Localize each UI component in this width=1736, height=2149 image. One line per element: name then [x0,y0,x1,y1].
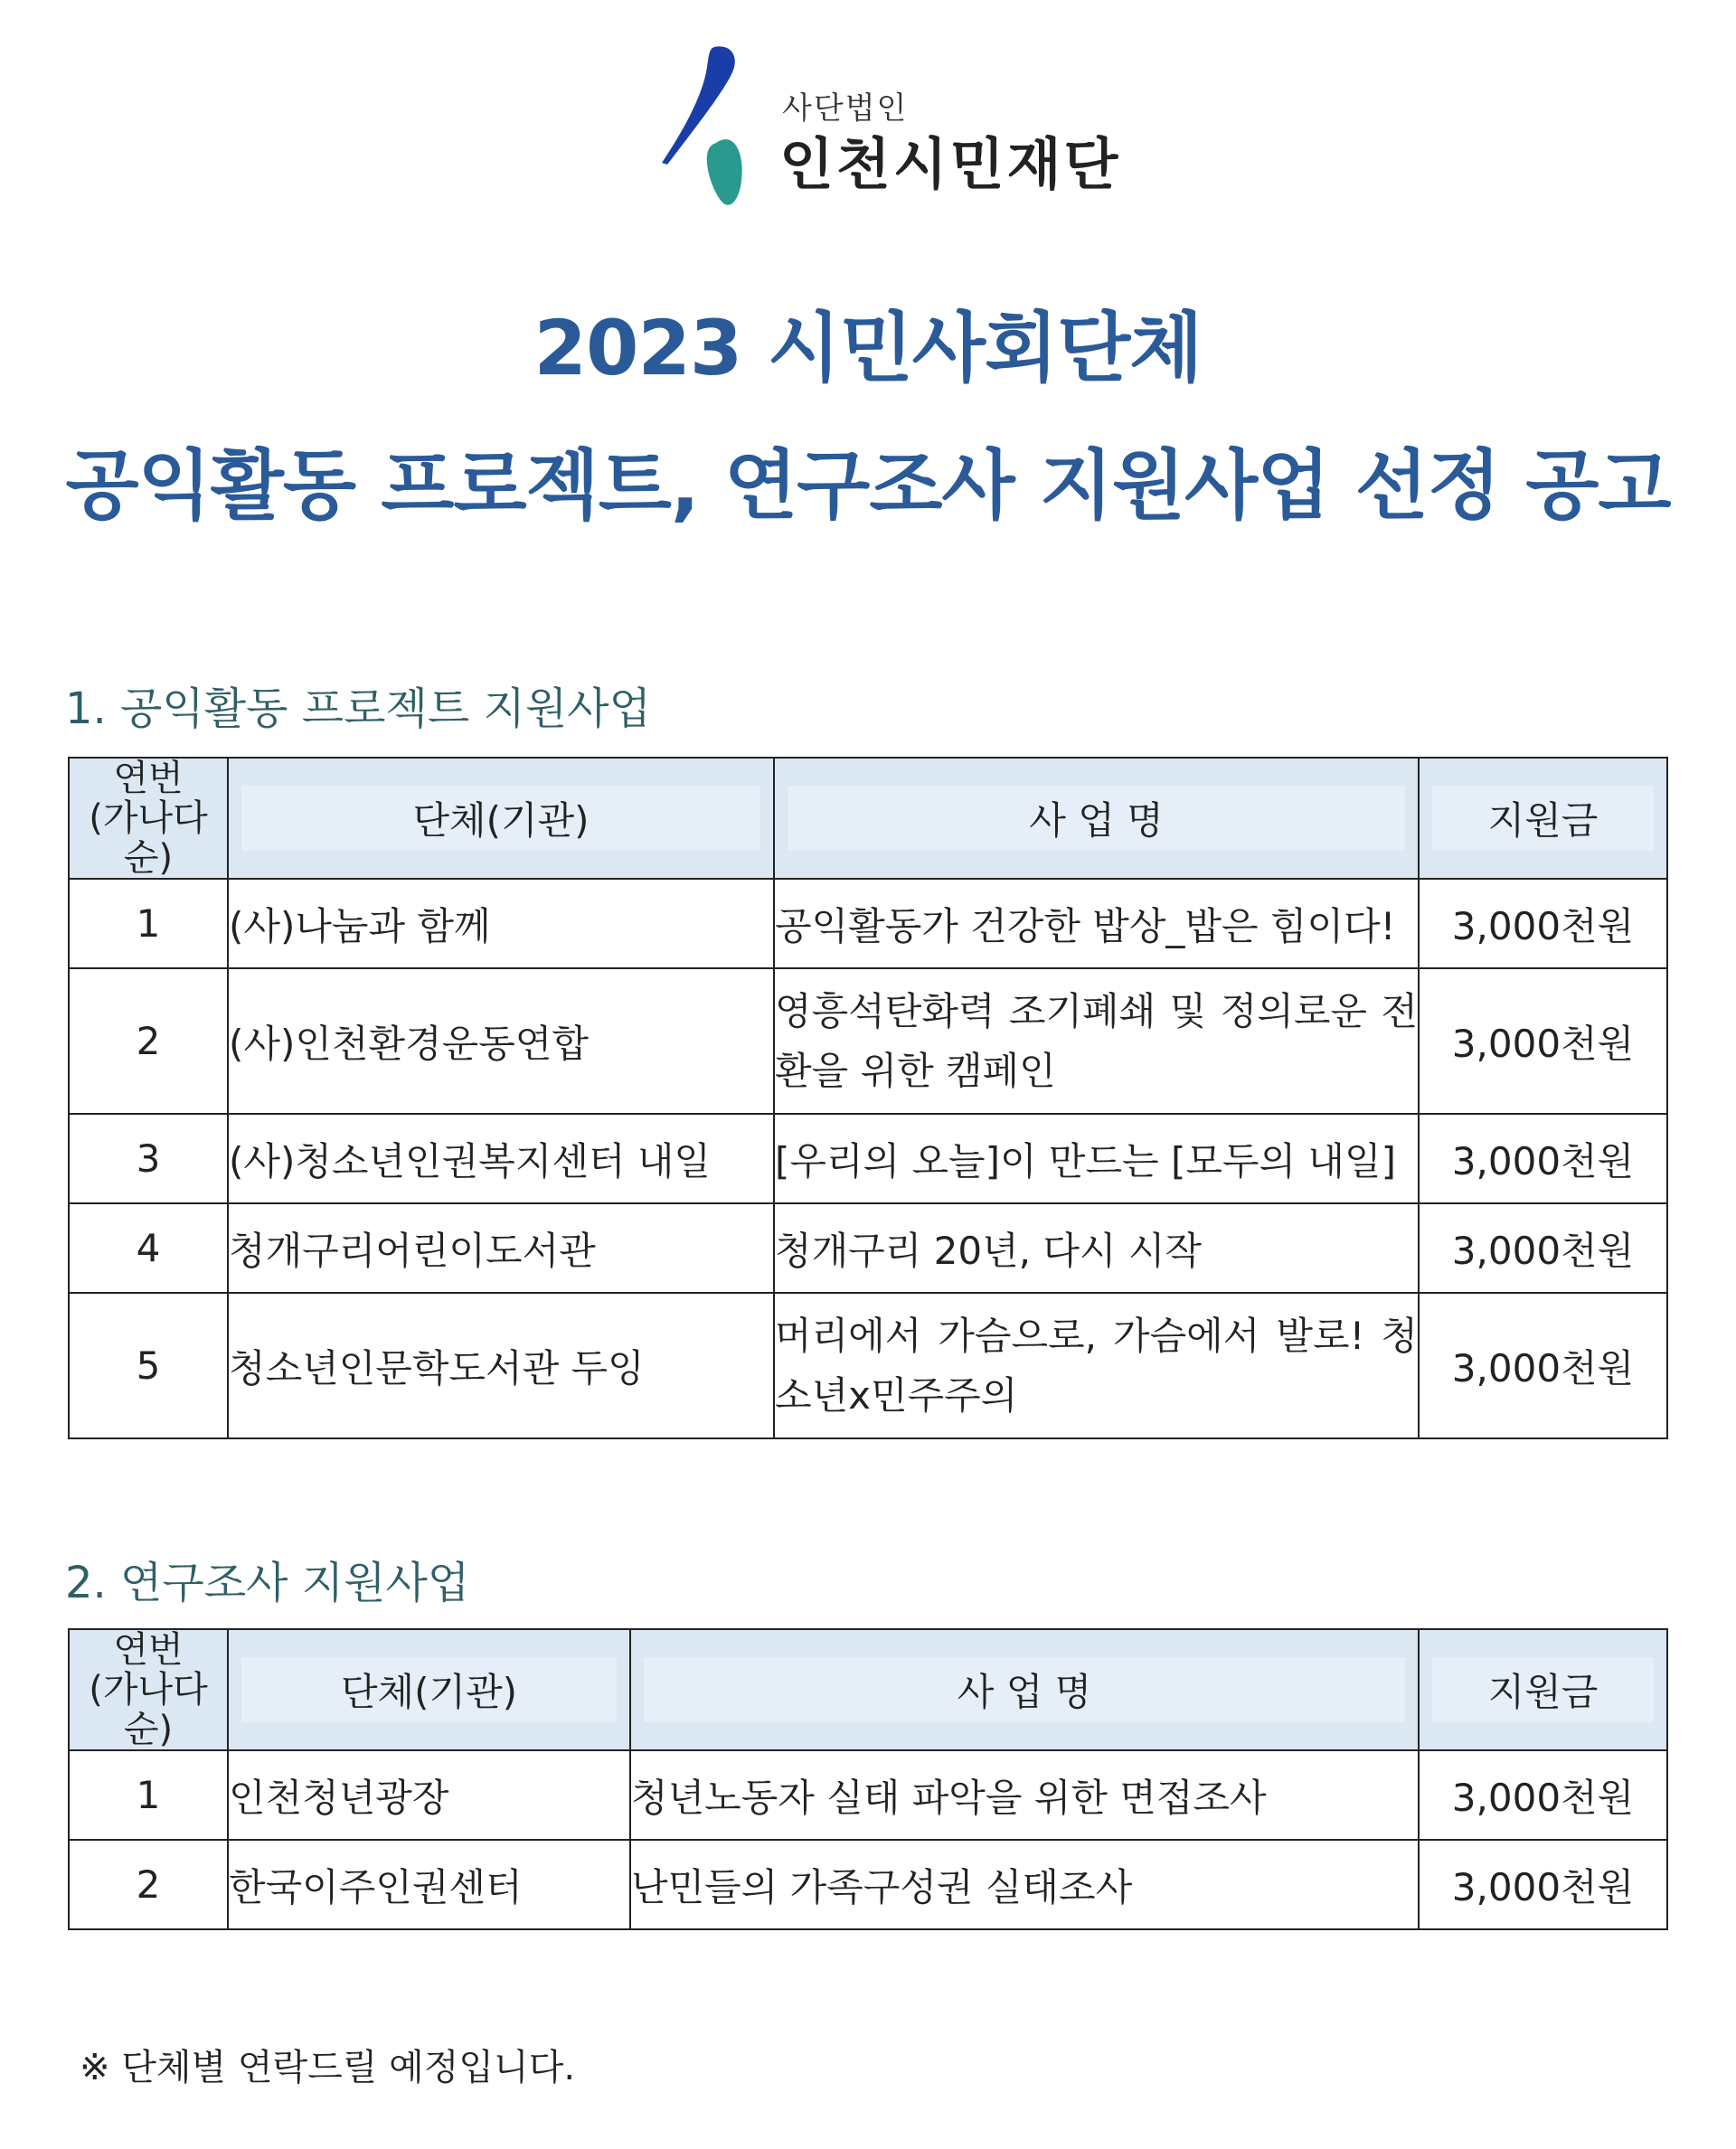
row-number: 1 [69,1750,228,1840]
grant-amount: 3,000천원 [1419,968,1667,1114]
col-header-amount: 지원금 [1419,758,1667,879]
org-name: 청개구리어린이도서관 [228,1203,774,1293]
grant-amount: 3,000천원 [1419,1114,1667,1203]
table-row [69,879,1667,968]
table-row [69,1203,1667,1293]
col-header-org: 단체(기관) [228,758,774,879]
project-name: 머리에서 가슴으로, 가슴에서 발로! 청소년x민주주의 [774,1293,1419,1438]
page-title-line1: 2023 시민사회단체 [533,304,1203,392]
logo-mark-icon [651,36,778,208]
col-header-org: 단체(기관) [228,1629,630,1750]
col-header-no: 연번 (가나다 순) [69,1629,228,1750]
org-name: 한국이주인권센터 [228,1840,630,1929]
grant-amount: 3,000천원 [1419,1750,1667,1840]
research-table [68,1628,1668,1930]
project-name: 청개구리 20년, 다시 시작 [774,1203,1419,1293]
grant-amount: 3,000천원 [1419,879,1667,968]
row-number: 2 [69,968,228,1114]
logo-subtitle: 사단법인 [782,90,909,127]
table-row [69,1840,1667,1929]
row-number: 2 [69,1840,228,1929]
org-name: (사)나눔과 함께 [228,879,774,968]
org-name: (사)청소년인권복지센터 내일 [228,1114,774,1203]
org-name: (사)인천환경운동연합 [228,968,774,1114]
project-table [68,757,1668,1439]
table-header-row [69,758,1667,879]
col-header-no: 연번 (가나다 순) [69,758,228,879]
project-name: 영흥석탄화력 조기폐쇄 및 정의로운 전환을 위한 캠페인 [774,968,1419,1114]
table-row [69,968,1667,1114]
foundation-logo [651,36,1121,208]
table-row [69,1750,1667,1840]
page-title-line2: 공익활동 프로젝트, 연구조사 지원사업 선정 공고 [65,441,1671,530]
section2-heading: 2. 연구조사 지원사업 [65,1558,470,1608]
table-row [69,1293,1667,1438]
row-number: 5 [69,1293,228,1438]
org-name: 청소년인문학도서관 두잉 [228,1293,774,1438]
project-name: 공익활동가 건강한 밥상_밥은 힘이다! [774,879,1419,968]
project-name: [우리의 오늘]이 만드는 [모두의 내일] [774,1114,1419,1203]
col-header-project: 사 업 명 [630,1629,1419,1750]
col-header-project: 사 업 명 [774,758,1419,879]
section1-heading: 1. 공익활동 프로젝트 지원사업 [65,683,651,734]
row-number: 1 [69,879,228,968]
contact-note: ※ 단체별 연락드릴 예정입니다. [80,2047,576,2088]
grant-amount: 3,000천원 [1419,1293,1667,1438]
project-name: 난민들의 가족구성권 실태조사 [630,1840,1419,1929]
row-number: 3 [69,1114,228,1203]
project-name: 청년노동자 실태 파악을 위한 면접조사 [630,1750,1419,1840]
row-number: 4 [69,1203,228,1293]
grant-amount: 3,000천원 [1419,1203,1667,1293]
logo-name: 인천시민재단 [779,131,1121,197]
grant-amount: 3,000천원 [1419,1840,1667,1929]
table-row [69,1114,1667,1203]
col-header-amount: 지원금 [1419,1629,1667,1750]
org-name: 인천청년광장 [228,1750,630,1840]
table-header-row [69,1629,1667,1750]
